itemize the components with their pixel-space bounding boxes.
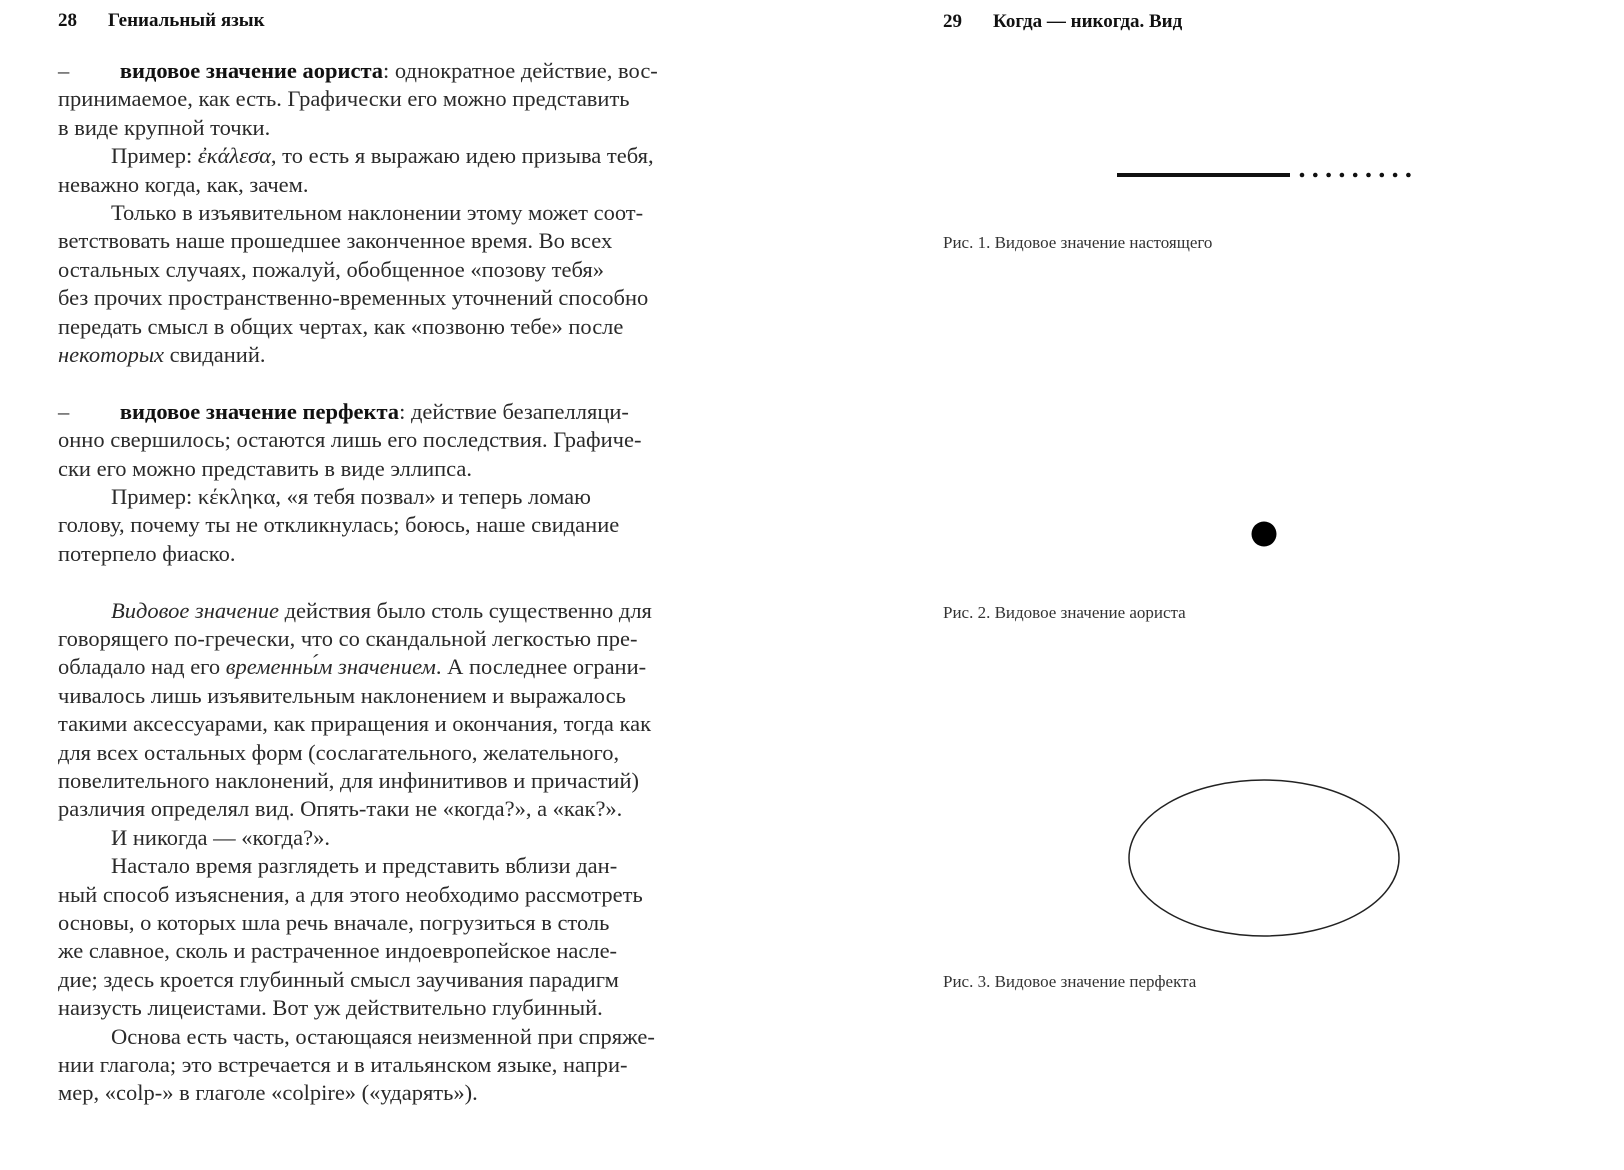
text-segment: действия было столь существенно для: [278, 597, 652, 623]
figure-1-dotted-line: [1300, 173, 1411, 178]
text-segment: Настало время разглядеть и представить вблизи дан-: [111, 853, 618, 879]
figure-1-caption: Рис. 1. Видовое значение настоящего: [943, 233, 1213, 252]
dot-mark: [1313, 173, 1318, 178]
figure-3-ellipse: [1129, 780, 1399, 936]
text-segment: неважно когда, как, зачем.: [58, 171, 309, 197]
running-head: Гениальный язык: [108, 10, 265, 31]
dot-mark: [1300, 173, 1305, 178]
text-segment: : однократное действие, вос-: [383, 58, 658, 83]
figure-3-caption: Рис. 3. Видовое значение перфекта: [943, 972, 1197, 991]
text-segment: Пример: κέκληκα, «я тебя позвал» и теперь ломаю: [111, 484, 591, 509]
text-segment: Пример:: [111, 143, 198, 169]
text-segment: потерпело фиаско.: [58, 540, 236, 566]
dot-mark: [1353, 173, 1358, 178]
text-segment: ветствовать наше прошедшее законченное время. Во всех: [58, 228, 613, 254]
text-segment: принимаемое, как есть. Графически его можно представить: [58, 86, 630, 112]
text-segment: голову, почему ты не откликнулась; боюсь, наше свидание: [58, 512, 620, 538]
text-segment: Только в изъявительном наклонении этому может соот-: [111, 200, 644, 225]
text-segment: основы, о которых шла речь вначале, погрузиться в столь: [58, 910, 610, 935]
text-segment: Основа есть часть, остающаяся неизменной при спряже-: [111, 1023, 655, 1049]
text-segment: повелительного наклонений, для инфинитивов и причастий): [58, 768, 639, 793]
text-segment: без прочих пространственно-временных уточнений способно: [58, 285, 649, 311]
text-segment: онно свершилось; остаются лишь его последствия. Графиче-: [58, 427, 642, 453]
text-segment: ски его можно представить в виде эллипса.: [58, 455, 473, 481]
text-segment: чивалось лишь изъявительным наклонением и выражалось: [58, 682, 626, 708]
text-segment: в виде крупной точки.: [58, 114, 271, 140]
text-segment: И никогда — «когда?».: [111, 824, 330, 850]
text-segment: передать смысл в общих чертах, как «позвоню тебе» после: [58, 313, 624, 339]
dot-mark: [1393, 173, 1398, 178]
text-segment: такими аксессуарами, как приращения и окончания, тогда как: [58, 711, 652, 737]
text-segment: говорящего по-гречески, что со скандальной легкостью пре-: [58, 626, 638, 651]
text-segment: . А последнее ограни-: [435, 654, 647, 680]
dot-mark: [1366, 173, 1371, 178]
text-segment: наизусть лицеистами. Вот уж действительно глубинный.: [58, 995, 603, 1021]
text-segment: остальных случаях, пожалуй, обобщенное «позову тебя»: [58, 256, 604, 282]
text-segment: ный способ изъяснения, а для этого необходимо рассмотреть: [58, 881, 643, 907]
italic-text: некоторых: [58, 342, 165, 367]
dot-mark: [1380, 173, 1385, 178]
text-segment: мер, «colp-» в глаголе «colpire» («ударять»).: [58, 1080, 478, 1106]
bold-term: видовое значение перфекта: [119, 398, 400, 424]
figure-2-large-dot: [1252, 522, 1277, 547]
bold-term: видовое значение аориста: [119, 58, 384, 83]
figure-2-caption: Рис. 2. Видовое значение аориста: [943, 603, 1186, 622]
italic-text: ἐκάλεσα: [197, 143, 271, 169]
text-segment: нии глагола; это встречается и в итальянском языке, напри-: [58, 1052, 628, 1077]
dot-mark: [1406, 173, 1411, 178]
page-number: 28: [58, 10, 77, 31]
text-segment: обладало над его: [58, 654, 226, 680]
running-head: Когда — никогда. Вид: [993, 11, 1183, 32]
italic-text: Видовое значение: [111, 597, 279, 623]
dot-mark: [1326, 173, 1331, 178]
dot-mark: [1340, 173, 1345, 178]
text-segment: –: [58, 58, 120, 83]
text-segment: –: [58, 398, 120, 424]
text-segment: дие; здесь кроется глубинный смысл заучивания парадигм: [58, 966, 619, 992]
text-segment: для всех остальных форм (сослагательного, желательного,: [58, 739, 620, 765]
text-segment: , то есть я выражаю идею призыва тебя,: [270, 143, 654, 169]
text-segment: различия определял вид. Опять-таки не «когда?», а «как?».: [58, 796, 623, 822]
text-segment: : действие безапелляци-: [399, 398, 629, 424]
italic-text: временны́м значением: [225, 654, 436, 680]
text-segment: свиданий.: [164, 342, 266, 367]
text-segment: же славное, сколь и растраченное индоевропейское насле-: [58, 938, 618, 964]
page-number: 29: [943, 11, 962, 32]
